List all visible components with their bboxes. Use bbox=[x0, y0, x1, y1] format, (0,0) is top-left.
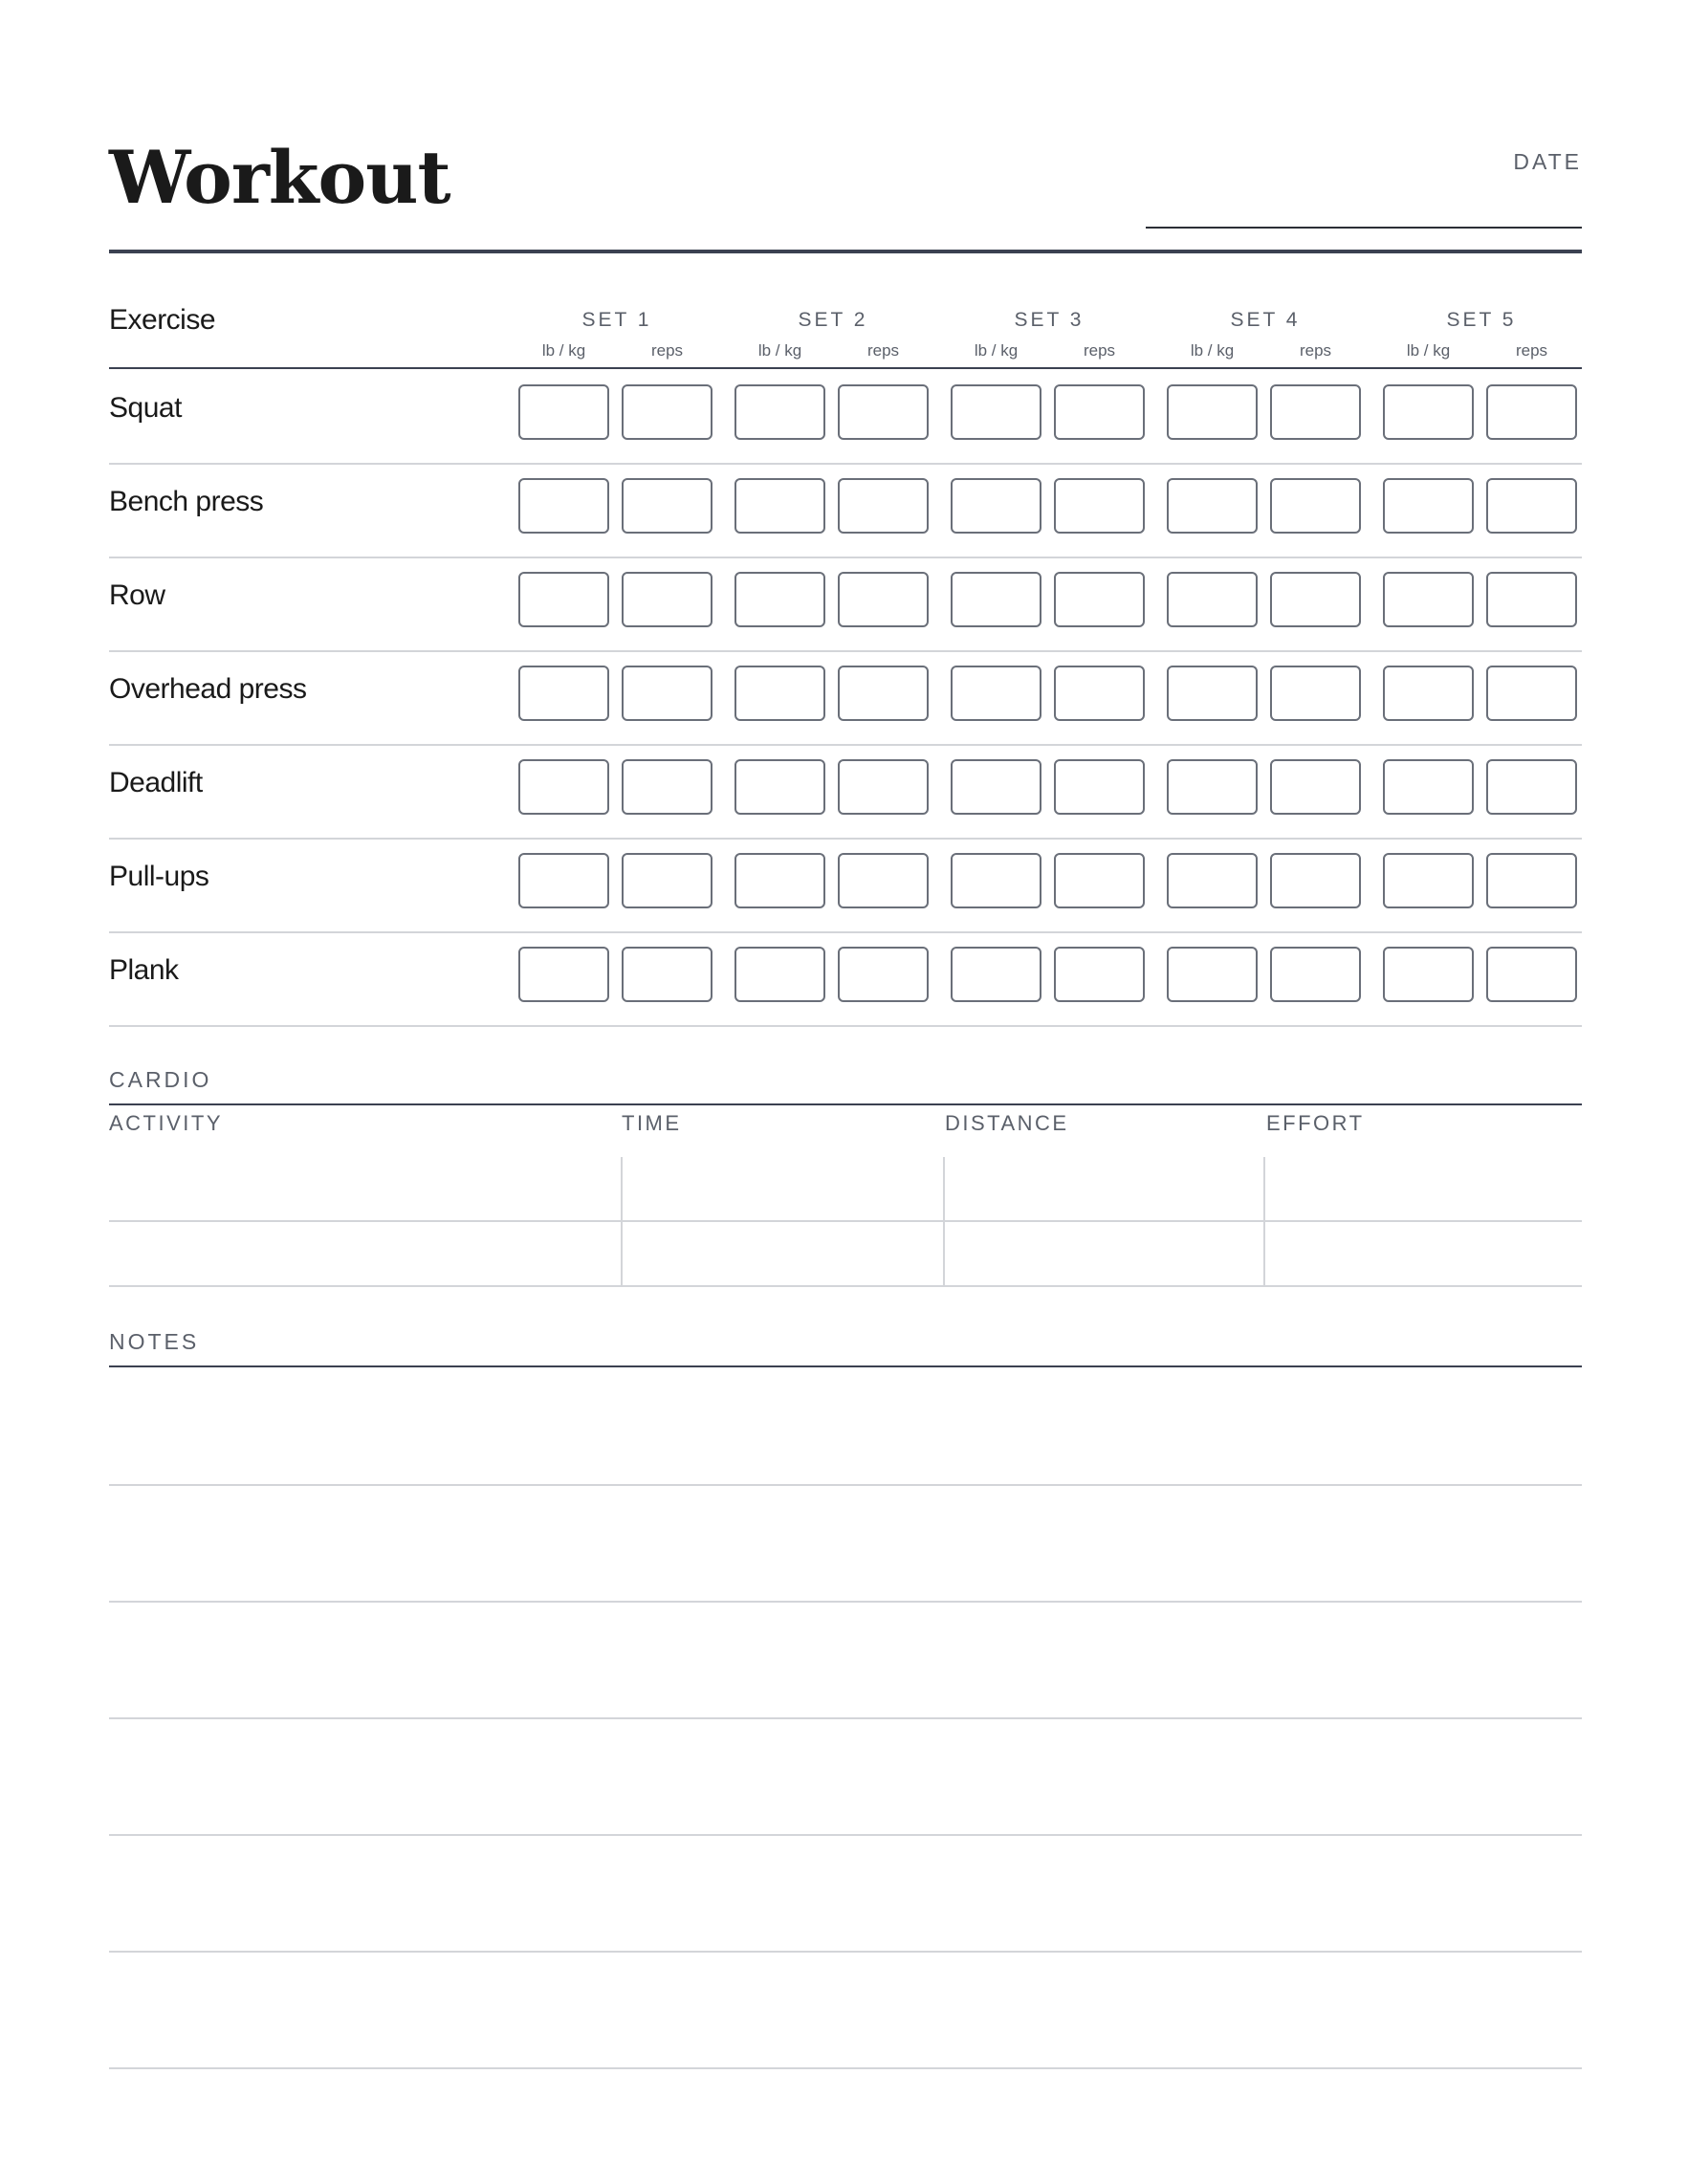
set-1-reps-box[interactable] bbox=[622, 478, 712, 534]
set-2-reps-box[interactable] bbox=[838, 666, 929, 721]
set-4-reps-label: reps bbox=[1299, 341, 1332, 360]
set-1-reps-box[interactable] bbox=[622, 853, 712, 908]
set-4-weight-box[interactable] bbox=[1167, 759, 1258, 815]
set-4-reps-box[interactable] bbox=[1270, 947, 1361, 1002]
set-5-reps-box[interactable] bbox=[1486, 478, 1577, 534]
set-2-weight-box[interactable] bbox=[734, 384, 825, 440]
set-2-weight-label: lb / kg bbox=[757, 341, 802, 360]
set-4-weight-box[interactable] bbox=[1167, 947, 1258, 1002]
set-4-header: SET 4 bbox=[1230, 309, 1301, 331]
set-2-weight-box[interactable] bbox=[734, 853, 825, 908]
set-3-reps-label: reps bbox=[1083, 341, 1116, 360]
set-5-reps-label: reps bbox=[1515, 341, 1548, 360]
notes-section-label: NOTES bbox=[109, 1329, 200, 1354]
cardio-time-cell[interactable] bbox=[621, 1222, 943, 1285]
notes-divider bbox=[109, 1365, 1582, 1367]
set-1-weight-box[interactable] bbox=[518, 666, 609, 721]
exercise-name: Row bbox=[109, 579, 165, 611]
set-3-reps-box[interactable] bbox=[1054, 947, 1145, 1002]
set-1-weight-box[interactable] bbox=[518, 853, 609, 908]
notes-line[interactable] bbox=[109, 2067, 1582, 2069]
set-2-reps-box[interactable] bbox=[838, 759, 929, 815]
set-1-reps-box[interactable] bbox=[622, 759, 712, 815]
set-2-reps-label: reps bbox=[866, 341, 900, 360]
cardio-row bbox=[109, 1157, 1582, 1222]
cardio-column-distance: DISTANCE bbox=[945, 1111, 1069, 1135]
cardio-column-divider bbox=[1263, 1222, 1265, 1285]
notes-line[interactable] bbox=[109, 1601, 1582, 1603]
set-1-weight-box[interactable] bbox=[518, 572, 609, 627]
set-1-reps-label: reps bbox=[650, 341, 684, 360]
cardio-column-divider bbox=[621, 1157, 623, 1220]
set-5-weight-box[interactable] bbox=[1383, 384, 1474, 440]
set-2-weight-box[interactable] bbox=[734, 666, 825, 721]
set-3-weight-box[interactable] bbox=[951, 572, 1041, 627]
set-3-reps-box[interactable] bbox=[1054, 853, 1145, 908]
set-1-weight-label: lb / kg bbox=[541, 341, 586, 360]
notes-line[interactable] bbox=[109, 1951, 1582, 1953]
cardio-effort-cell[interactable] bbox=[1263, 1157, 1582, 1220]
set-4-weight-box[interactable] bbox=[1167, 666, 1258, 721]
exercise-name: Pull-ups bbox=[109, 861, 209, 892]
set-4-weight-label: lb / kg bbox=[1190, 341, 1235, 360]
cardio-column-divider bbox=[1263, 1157, 1265, 1220]
cardio-distance-cell[interactable] bbox=[943, 1222, 1263, 1285]
set-2-reps-box[interactable] bbox=[838, 478, 929, 534]
exercise-row bbox=[109, 931, 1582, 1027]
cardio-divider bbox=[109, 1103, 1582, 1105]
set-4-reps-box[interactable] bbox=[1270, 853, 1361, 908]
set-1-reps-box[interactable] bbox=[622, 572, 712, 627]
date-field-line[interactable] bbox=[1146, 227, 1582, 229]
cardio-time-cell[interactable] bbox=[621, 1157, 943, 1220]
notes-line[interactable] bbox=[109, 1834, 1582, 1836]
set-3-weight-box[interactable] bbox=[951, 384, 1041, 440]
cardio-distance-cell[interactable] bbox=[943, 1157, 1263, 1220]
cardio-activity-cell[interactable] bbox=[109, 1157, 621, 1220]
exercise-name: Overhead press bbox=[109, 673, 307, 705]
set-5-reps-box[interactable] bbox=[1486, 853, 1577, 908]
set-1-reps-box[interactable] bbox=[622, 384, 712, 440]
set-5-reps-box[interactable] bbox=[1486, 384, 1577, 440]
set-2-weight-box[interactable] bbox=[734, 478, 825, 534]
set-4-weight-box[interactable] bbox=[1167, 853, 1258, 908]
header-divider bbox=[109, 250, 1582, 253]
set-4-reps-box[interactable] bbox=[1270, 572, 1361, 627]
set-1-weight-box[interactable] bbox=[518, 947, 609, 1002]
set-4-weight-box[interactable] bbox=[1167, 384, 1258, 440]
set-5-reps-box[interactable] bbox=[1486, 759, 1577, 815]
exercise-name: Plank bbox=[109, 954, 179, 986]
cardio-column-time: TIME bbox=[622, 1111, 682, 1135]
cardio-column-divider bbox=[621, 1222, 623, 1285]
set-4-reps-box[interactable] bbox=[1270, 478, 1361, 534]
set-2-weight-box[interactable] bbox=[734, 572, 825, 627]
set-5-reps-box[interactable] bbox=[1486, 666, 1577, 721]
set-5-header: SET 5 bbox=[1446, 309, 1517, 331]
set-5-weight-box[interactable] bbox=[1383, 759, 1474, 815]
set-3-reps-box[interactable] bbox=[1054, 384, 1145, 440]
cardio-section-label: CARDIO bbox=[109, 1067, 212, 1092]
exercise-row bbox=[109, 369, 1582, 465]
set-1-weight-box[interactable] bbox=[518, 759, 609, 815]
set-2-weight-box[interactable] bbox=[734, 759, 825, 815]
cardio-column-effort: EFFORT bbox=[1266, 1111, 1365, 1135]
set-2-reps-box[interactable] bbox=[838, 947, 929, 1002]
workout-log-page bbox=[109, 0, 1582, 2184]
set-5-weight-label: lb / kg bbox=[1406, 341, 1451, 360]
exercise-row bbox=[109, 838, 1582, 933]
set-1-reps-box[interactable] bbox=[622, 666, 712, 721]
set-3-weight-label: lb / kg bbox=[974, 341, 1019, 360]
set-1-weight-box[interactable] bbox=[518, 384, 609, 440]
set-3-weight-box[interactable] bbox=[951, 853, 1041, 908]
notes-line[interactable] bbox=[109, 1717, 1582, 1719]
set-3-weight-box[interactable] bbox=[951, 478, 1041, 534]
date-label: DATE bbox=[1513, 149, 1582, 174]
set-1-weight-box[interactable] bbox=[518, 478, 609, 534]
exercise-row bbox=[109, 557, 1582, 652]
set-3-reps-box[interactable] bbox=[1054, 666, 1145, 721]
set-2-weight-box[interactable] bbox=[734, 947, 825, 1002]
set-3-reps-box[interactable] bbox=[1054, 759, 1145, 815]
set-2-header: SET 2 bbox=[798, 309, 868, 331]
set-2-reps-box[interactable] bbox=[838, 853, 929, 908]
cardio-effort-cell[interactable] bbox=[1263, 1222, 1582, 1285]
set-1-header: SET 1 bbox=[581, 309, 652, 331]
cardio-activity-cell[interactable] bbox=[109, 1222, 621, 1285]
exercise-row bbox=[109, 744, 1582, 840]
set-5-weight-box[interactable] bbox=[1383, 666, 1474, 721]
set-3-weight-box[interactable] bbox=[951, 947, 1041, 1002]
set-5-reps-box[interactable] bbox=[1486, 572, 1577, 627]
set-4-reps-box[interactable] bbox=[1270, 759, 1361, 815]
set-2-reps-box[interactable] bbox=[838, 384, 929, 440]
set-5-weight-box[interactable] bbox=[1383, 947, 1474, 1002]
exercise-row bbox=[109, 650, 1582, 746]
exercise-name: Deadlift bbox=[109, 767, 203, 798]
set-1-reps-box[interactable] bbox=[622, 947, 712, 1002]
set-5-reps-box[interactable] bbox=[1486, 947, 1577, 1002]
cardio-column-divider bbox=[943, 1222, 945, 1285]
page-title: Workout bbox=[109, 135, 450, 220]
set-5-weight-box[interactable] bbox=[1383, 478, 1474, 534]
set-3-header: SET 3 bbox=[1014, 309, 1085, 331]
set-2-reps-box[interactable] bbox=[838, 572, 929, 627]
set-4-weight-box[interactable] bbox=[1167, 572, 1258, 627]
exercise-name: Bench press bbox=[109, 486, 264, 517]
notes-line[interactable] bbox=[109, 1484, 1582, 1486]
set-3-reps-box[interactable] bbox=[1054, 478, 1145, 534]
set-4-reps-box[interactable] bbox=[1270, 384, 1361, 440]
set-3-weight-box[interactable] bbox=[951, 666, 1041, 721]
set-3-reps-box[interactable] bbox=[1054, 572, 1145, 627]
cardio-column-activity: ACTIVITY bbox=[109, 1111, 224, 1135]
set-5-weight-box[interactable] bbox=[1383, 853, 1474, 908]
exercise-row bbox=[109, 463, 1582, 558]
cardio-row bbox=[109, 1222, 1582, 1287]
exercise-name: Squat bbox=[109, 392, 182, 424]
set-5-weight-box[interactable] bbox=[1383, 572, 1474, 627]
exercise-column-header: Exercise bbox=[109, 304, 216, 336]
set-4-weight-box[interactable] bbox=[1167, 478, 1258, 534]
cardio-column-divider bbox=[943, 1157, 945, 1220]
set-3-weight-box[interactable] bbox=[951, 759, 1041, 815]
set-4-reps-box[interactable] bbox=[1270, 666, 1361, 721]
